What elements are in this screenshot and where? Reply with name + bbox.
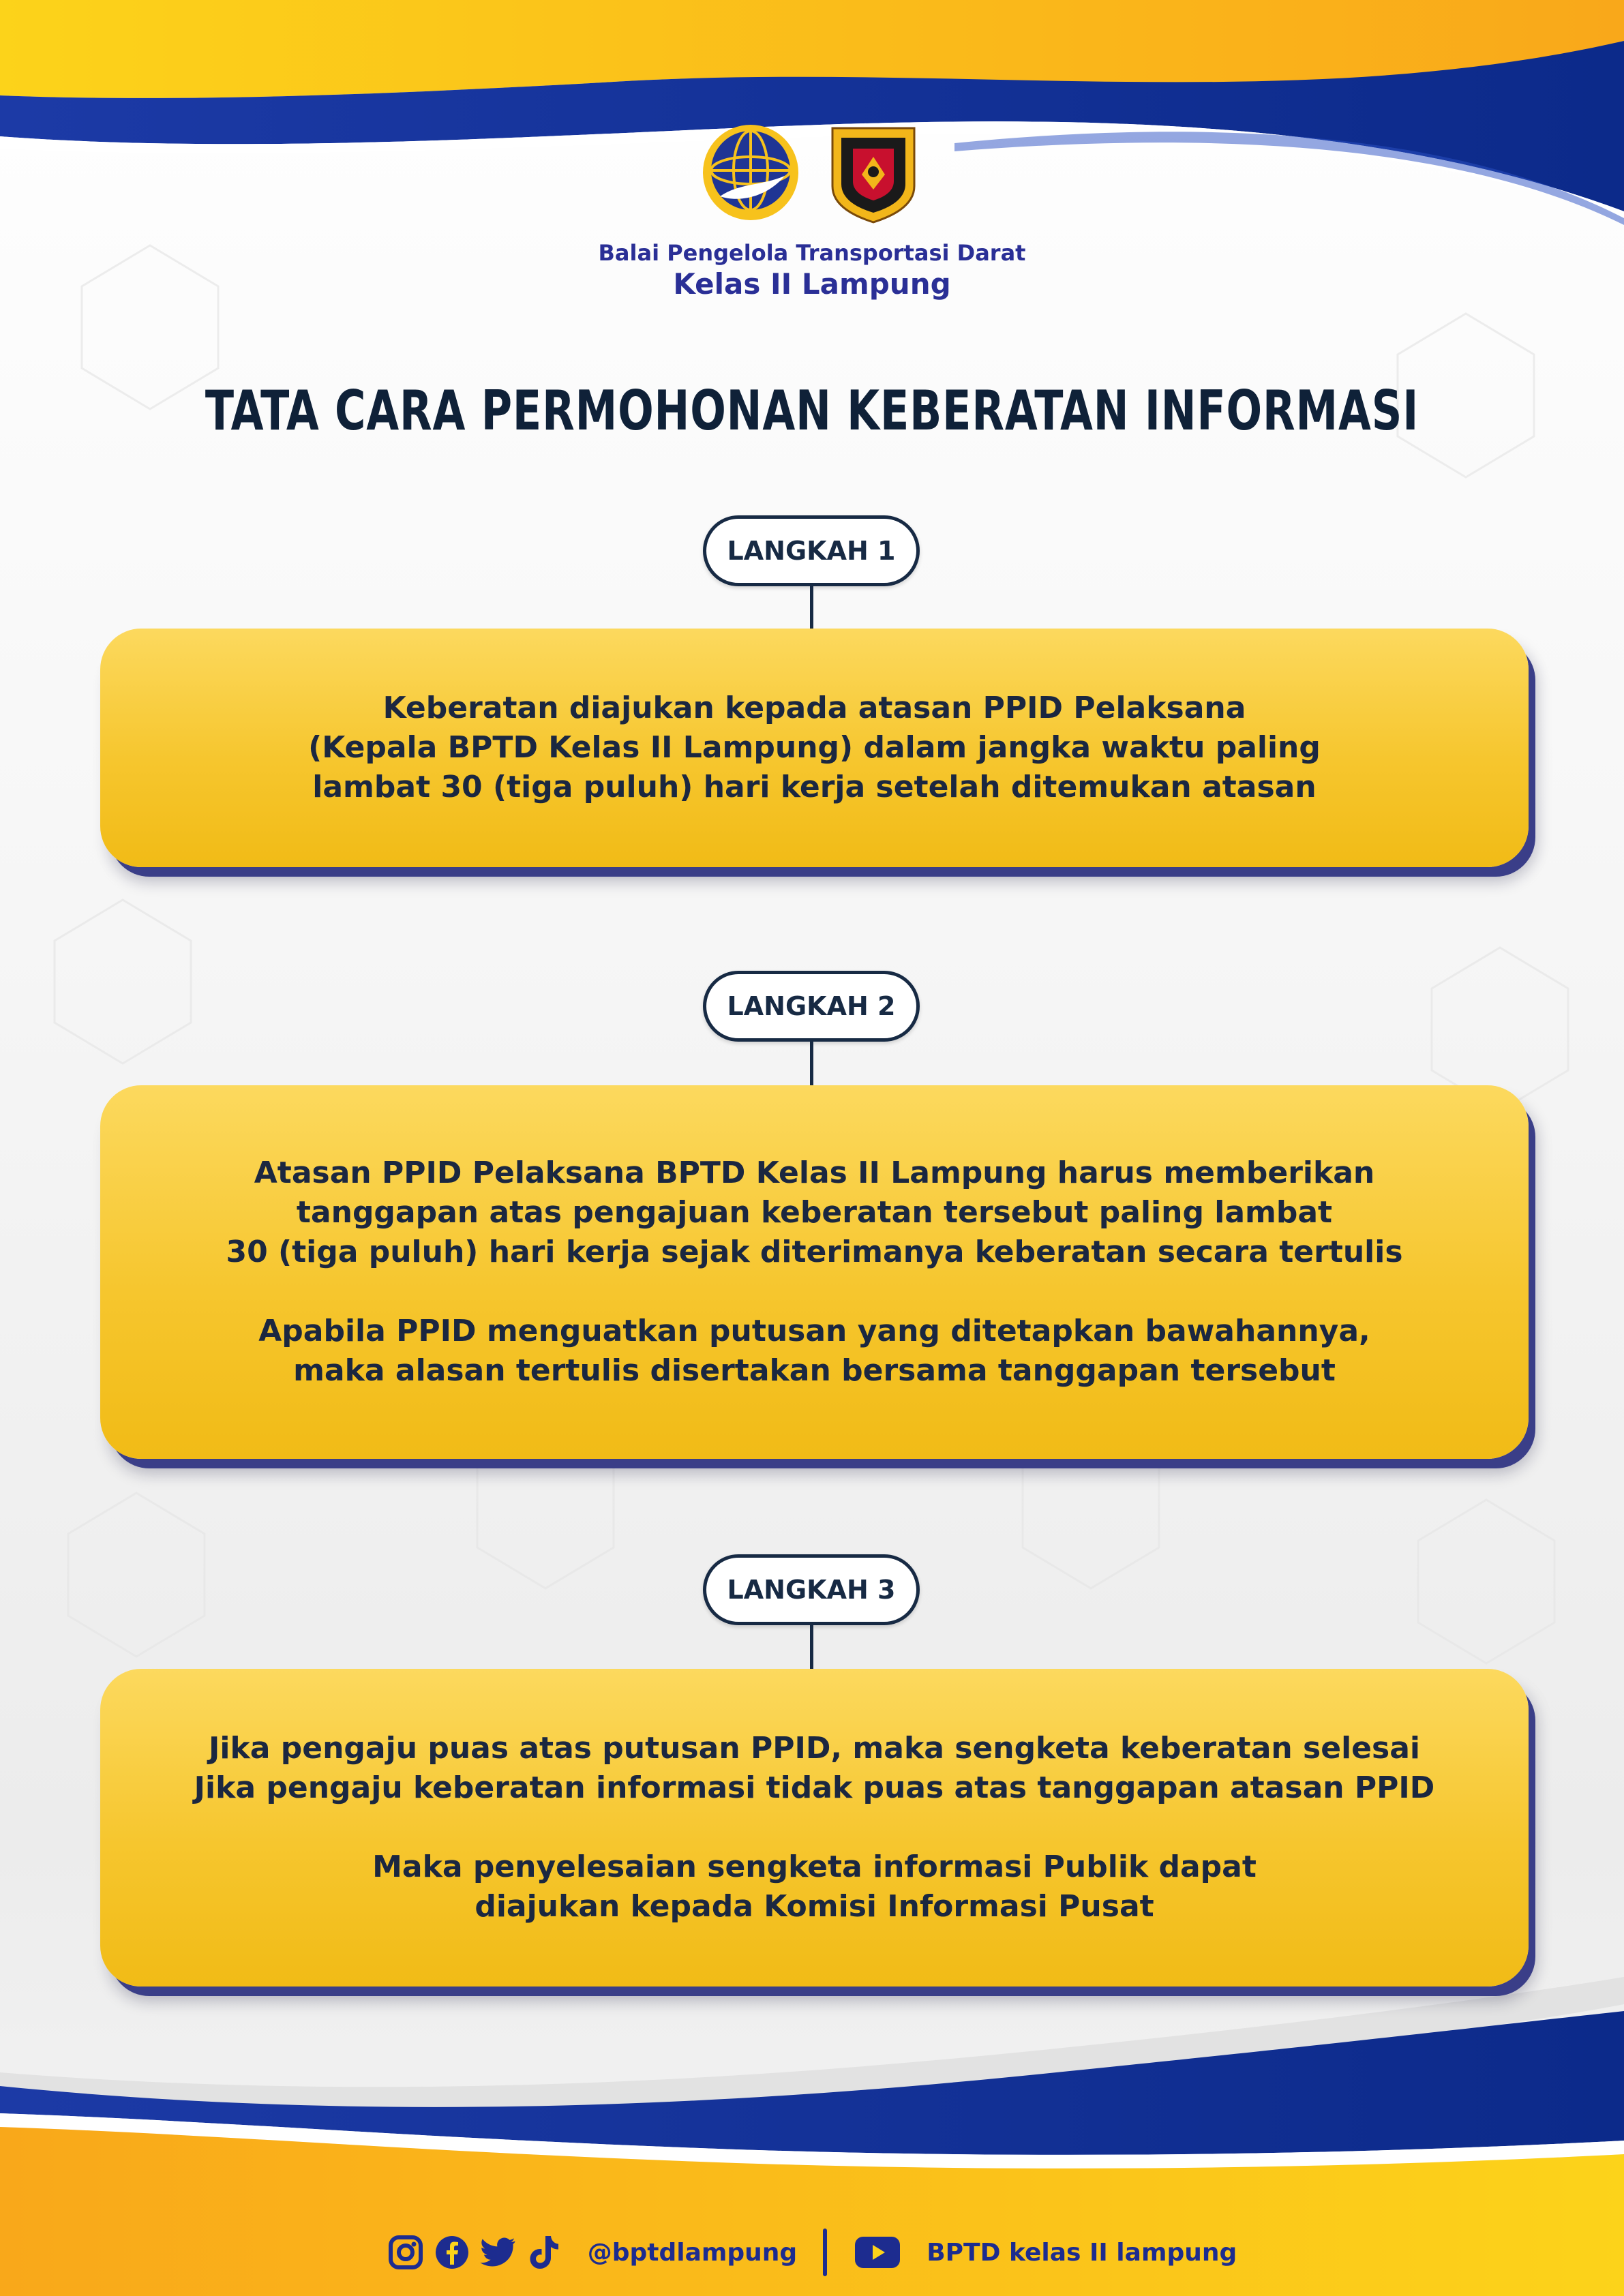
tiktok-icon[interactable] [526, 2234, 563, 2271]
youtube-icon[interactable] [853, 2234, 902, 2271]
step-1-badge: LANGKAH 1 [703, 515, 920, 586]
logo-group [0, 121, 1624, 224]
step-2-line-1: Atasan PPID Pelaksana BPTD Kelas II Lampung harus memberikan [254, 1155, 1375, 1190]
instagram-icon[interactable] [387, 2234, 424, 2271]
step-1-card [100, 629, 1529, 867]
step-3-line-4: diajukan kepada Komisi Informasi Pusat [475, 1889, 1154, 1924]
step-2-line-5: maka alasan tertulis disertakan bersama tanggapan tersebut [293, 1353, 1336, 1388]
step-3-connector [810, 1625, 813, 1669]
darat-emblem-logo [822, 121, 924, 224]
step-3-line-3: Maka penyelesaian sengketa informasi Publik dapat [372, 1849, 1257, 1884]
facebook-icon[interactable] [434, 2234, 470, 2271]
org-name: Balai Pengelola Transportasi Darat [598, 240, 1026, 266]
social-handle[interactable]: @bptdlampung [587, 2238, 798, 2267]
step-2-badge: LANGKAH 2 [703, 971, 920, 1042]
page-title: TATA CARA PERMOHONAN KEBERATAN INFORMASI [205, 379, 1419, 442]
step-2-card [100, 1085, 1529, 1459]
step-2-line-3: 30 (tiga puluh) hari kerja sejak diterimanya keberatan secara tertulis [226, 1235, 1403, 1269]
footer-social-bar [0, 2225, 1624, 2280]
step-3-line-2: Jika pengaju keberatan informasi tidak puas atas tanggapan atasan PPID [194, 1770, 1435, 1805]
step-3-line-1: Jika pengaju puas atas putusan PPID, maka sengketa keberatan selesai [209, 1731, 1420, 1766]
step-3-card [100, 1669, 1529, 1987]
kemenhub-logo [700, 121, 802, 224]
step-2-line-4: Apabila PPID menguatkan putusan yang ditetapkan bawahannya, [258, 1314, 1370, 1348]
step-1-connector [810, 586, 813, 629]
org-subtitle: Kelas II Lampung [673, 267, 951, 301]
step-2-connector [810, 1042, 813, 1085]
step-1-line-3: lambat 30 (tiga puluh) hari kerja setelah ditemukan atasan [312, 770, 1317, 804]
step-2-line-2: tanggapan atas pengajuan keberatan tersebut paling lambat [296, 1195, 1333, 1230]
step-1-line-1: Keberatan diajukan kepada atasan PPID Pelaksana [382, 691, 1246, 725]
twitter-icon[interactable] [480, 2234, 517, 2271]
youtube-channel-name[interactable]: BPTD kelas II lampung [927, 2238, 1237, 2267]
footer-divider [823, 2229, 827, 2276]
step-1-line-2: (Kepala BPTD Kelas II Lampung) dalam jangka waktu paling [308, 730, 1321, 765]
step-3-badge: LANGKAH 3 [703, 1554, 920, 1625]
